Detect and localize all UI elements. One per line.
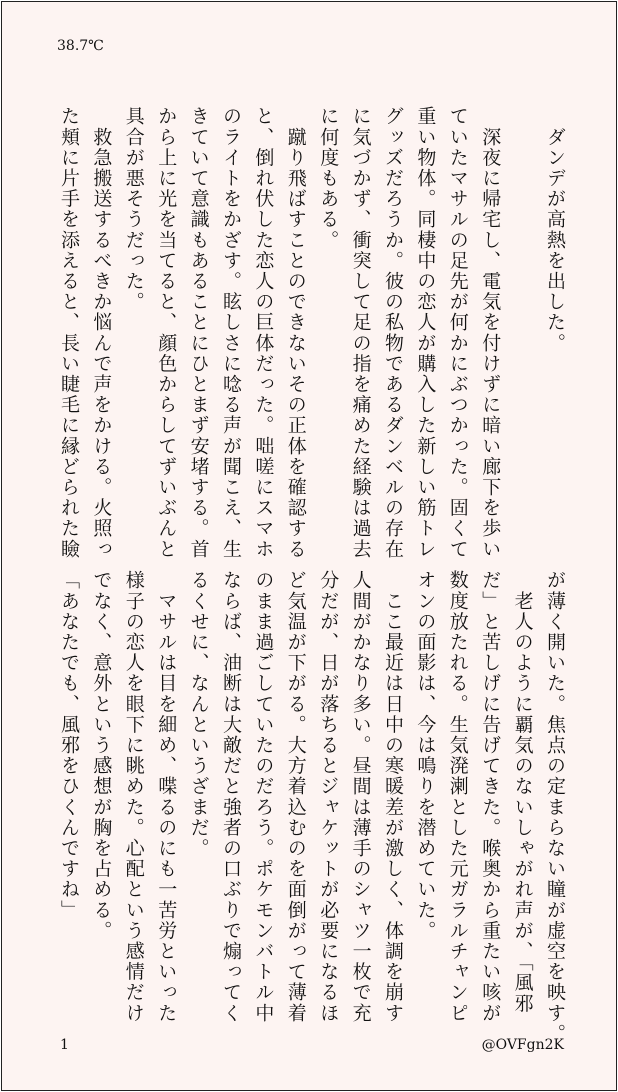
text-column: るくせに、なんというざまだ。: [187, 570, 210, 859]
text-column: のまま過ごしていたのだろう。ポケモンバトル中: [252, 570, 275, 1024]
text-column: マサルは目を細め、喋るのにも一苦労といった: [155, 570, 178, 1024]
text-column: でなく、意外という感想が胸を占める。: [90, 570, 113, 941]
text-column: 人間がかなり多い。昼間は薄手のシャツ一枚で充: [349, 570, 372, 1024]
text-column: のライトをかざす。眩しさに唸る声が聞こえ、生: [220, 106, 242, 560]
text-column: ここ最近は日中の寒暖差が激しく、体調を崩す: [382, 570, 404, 1024]
text-column: だ」と苦しげに告げてきた。喉奥から重たい咳が: [479, 570, 502, 1024]
text-column: に気づかず、衝突して足の指を痛めた経験は過去: [349, 106, 372, 560]
text-column: ならば、油断は大敵だと強者の口ぶりで煽ってく: [220, 570, 242, 1024]
text-column: グッズだろうか。彼の私物であるダンベルの存在: [382, 106, 404, 560]
text-column: が薄く開いた。焦点の定まらない瞳が虚空を映す。: [544, 570, 566, 1044]
text-column: オンの面影は、今は鳴りを潜めていた。: [414, 570, 437, 941]
text-column: 数度放たれる。生気溌溂とした元ガラルチャンピ: [446, 570, 469, 1024]
text-column: ていたマサルの足先が何かにぶつかった。固くて: [446, 106, 469, 560]
text-column: 具合が悪そうだった。: [122, 106, 145, 312]
text-column: 「あなたでも、風邪をひくんですね」: [58, 570, 80, 921]
text-column: 様子の恋人を眼下に眺めた。心配という感情だけ: [122, 570, 145, 1024]
text-column: きていて意識もあることにひとまず安堵する。首: [187, 106, 210, 560]
text-column: た頬に片手を添えると、長い睫毛に縁どられた瞼: [58, 106, 80, 560]
text-column: ダンデが高熱を出した。: [544, 106, 566, 354]
text-column: 老人のように覇気のないしゃがれ声が、「風邪: [511, 570, 534, 1014]
text-column: に何度もある。: [317, 106, 340, 251]
author-handle: @OVFgn2K: [481, 1037, 564, 1053]
text-column: と、倒れ伏した恋人の巨体だった。咄嗟にスマホ: [252, 106, 275, 560]
text-column: から上に光を当てると、顔色からしてずいぶんと: [155, 106, 178, 560]
text-column: 深夜に帰宅し、電気を付けずに暗い廊下を歩い: [479, 106, 502, 560]
story-title: 38.7℃: [57, 38, 104, 54]
text-column: 分だが、日が落ちるとジャケットが必要になるほ: [317, 570, 340, 1024]
text-column: 重い物体。同棲中の恋人が購入した新しい筋トレ: [414, 106, 437, 560]
novel-page: [1, 1, 617, 1091]
text-column: 救急搬送するべきか悩んで声をかける。火照っ: [90, 106, 113, 560]
text-column: ど気温が下がる。大方着込むのを面倒がって薄着: [284, 570, 307, 1024]
page-number: 1: [60, 1037, 69, 1053]
text-column: 蹴り飛ばすことのできないその正体を確認する: [284, 106, 307, 560]
